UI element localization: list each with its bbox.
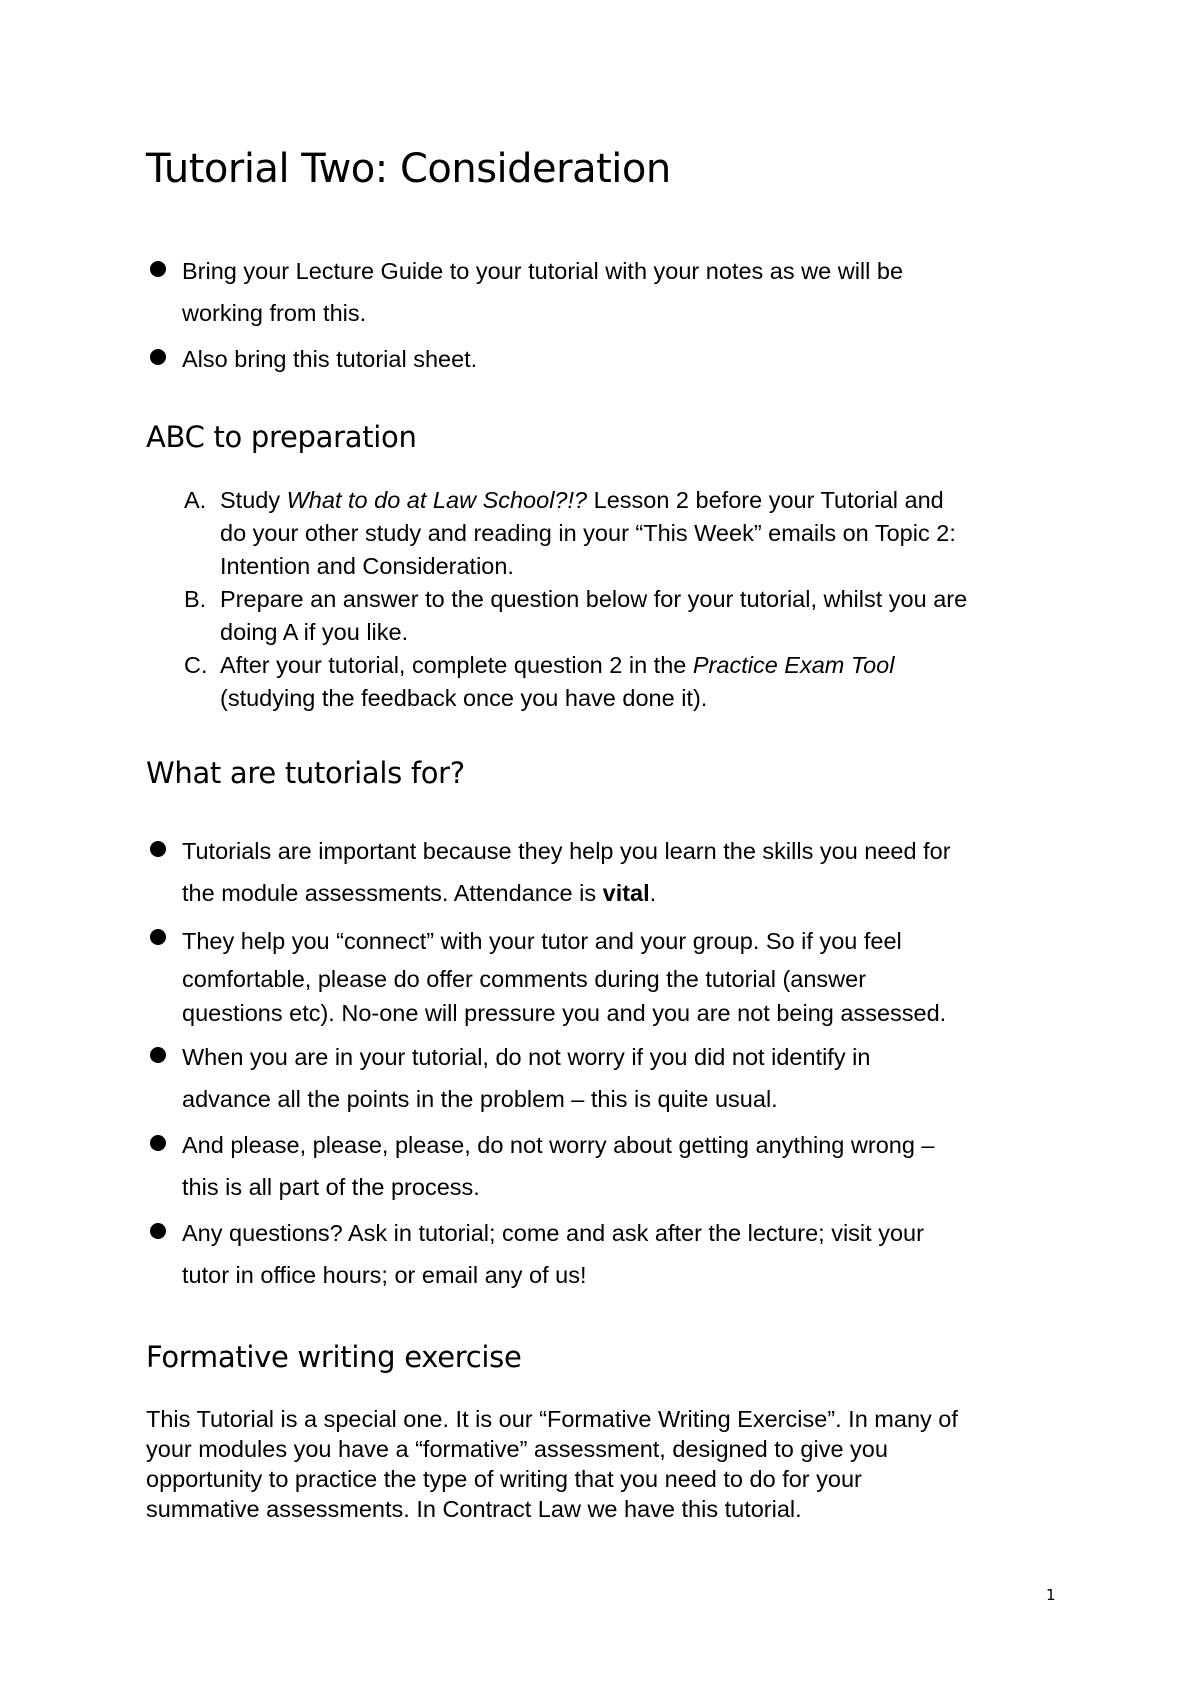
tool-name: Practice Exam Tool [692,652,895,678]
section-heading-abc: ABC to preparation [146,420,417,454]
paragraph-line: summative assessments. In Contract Law we have this tutorial. [146,1496,802,1522]
bullet-icon [150,929,166,945]
list-text: Lesson 2 before your Tutorial and [587,487,944,513]
punctuation: . [649,880,657,906]
bullet-text-line: working from this. [182,300,367,326]
bullet-icon [150,1223,166,1239]
list-text: (studying the feedback once you have done it). [220,685,708,711]
list-item [146,830,1066,914]
tutorials-bullet-list [146,830,1066,1296]
list-item [146,920,1066,1030]
list-item [146,1212,1066,1296]
paragraph-line: your modules you have a “formative” assessment, designed to give you [146,1436,888,1462]
bullet-text-line: Also bring this tutorial sheet. [182,346,478,372]
list-text: Prepare an answer to the question below for your tutorial, whilst you are [220,586,968,612]
list-item [184,649,1084,715]
book-title: What to do at Law School?!? [286,487,588,513]
list-text: do your other study and reading in your “This Week” emails on Topic 2: [220,520,956,546]
list-item [184,583,1084,649]
bullet-text-line: And please, please, please, do not worry about getting anything wrong – [182,1132,935,1158]
bullet-text-line: Any questions? Ask in tutorial; come and ask after the lecture; visit your [182,1220,924,1246]
list-item [146,250,1066,334]
bullet-text-line: questions etc). No-one will pressure you and you are not being assessed. [182,1000,947,1026]
bullet-text-line: Tutorials are important because they help you learn the skills you need for [182,838,951,864]
list-marker: C. [184,652,208,678]
paragraph-line: This Tutorial is a special one. It is our “Formative Writing Exercise”. In many of [146,1406,958,1432]
section-heading-formative: Formative writing exercise [146,1340,522,1374]
page-title: Tutorial Two: Consideration [146,146,671,192]
list-item [146,338,1066,380]
paragraph-line: opportunity to practice the type of writing that you need to do for your [146,1466,862,1492]
bullet-text-line: this is all part of the process. [182,1174,480,1200]
bullet-icon [150,261,166,277]
list-item [146,1036,1066,1120]
list-marker: A. [184,487,207,513]
list-marker: B. [184,586,207,612]
bullet-icon [150,349,166,365]
bullet-icon [150,1135,166,1151]
abc-list [184,484,1084,715]
bullet-text-line: They help you “connect” with your tutor and your group. So if you feel [182,928,902,954]
list-text: Intention and Consideration. [220,553,514,579]
list-text: doing A if you like. [220,619,409,645]
bullet-text-line: advance all the points in the problem – this is quite usual. [182,1086,778,1112]
bullet-text-line: comfortable, please do offer comments during the tutorial (answer [182,966,867,992]
list-text: Study [220,487,287,513]
emphasis-text: vital [602,880,650,906]
page-number: 1 [1046,1586,1056,1604]
intro-bullet-list [146,250,1066,380]
formative-paragraph [146,1404,1086,1524]
bullet-text-line: tutor in office hours; or email any of us! [182,1262,587,1288]
bullet-icon [150,1047,166,1063]
list-text: After your tutorial, complete question 2 in the [220,652,693,678]
list-item [184,484,1084,583]
bullet-text-line: Bring your Lecture Guide to your tutorial with your notes as we will be [182,258,904,284]
bullet-icon [150,841,166,857]
bullet-text-line: the module assessments. Attendance is [182,880,603,906]
bullet-text-line: When you are in your tutorial, do not worry if you did not identify in [182,1044,871,1070]
section-heading-tutorials: What are tutorials for? [146,756,465,790]
list-item [146,1124,1066,1208]
